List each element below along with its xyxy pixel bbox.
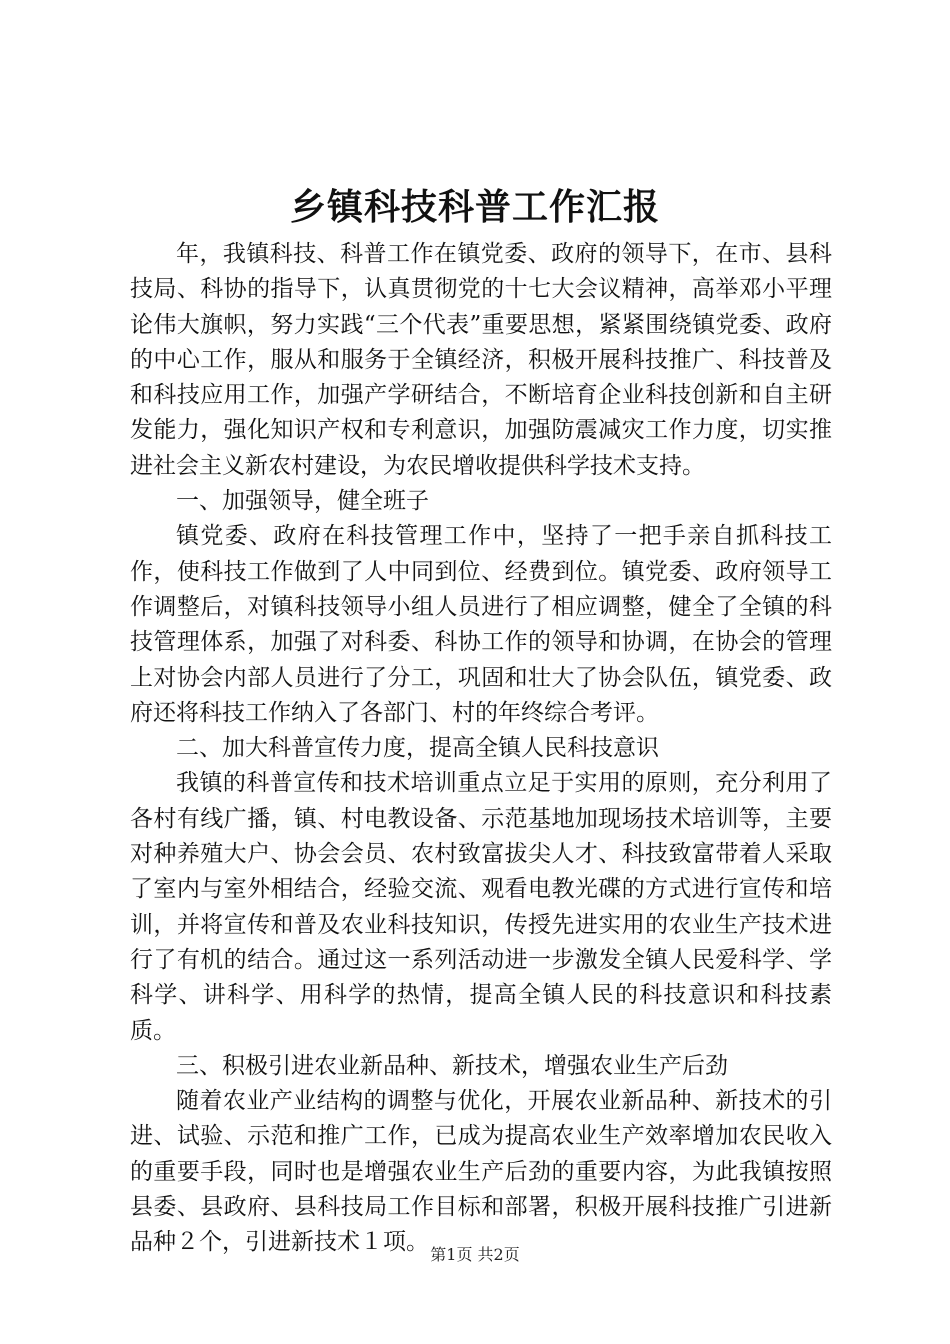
section-paragraph-1: 镇党委、政府在科技管理工作中，坚持了一把手亲自抓科技工作，使科技工作做到了人中同到位、经费到位。镇党委、政府领导工作调整后，对镇科技领导小组人员进行了相应调整，健全了全镇的科技管理体系，加强了对科委、科协工作的领导和协调，在协会的管理上对协会内部人员进行了分工，巩固和壮大了协会队伍，镇党委、政府还将科技工作纳入了各部门、村的年终综合考评。	[130, 523, 832, 726]
section-paragraph-3: 随着农业产业结构的调整与优化，开展农业新品种、新技术的引进、试验、示范和推广工作，已成为提高农业生产效率增加农民收入的重要手段，同时也是增强农业生产后劲的重要内容，为此我镇按照县委、县政府、县科技局工作目标和部署，积极开展科技推广引进新品种２个，引进新技术１项。	[130, 1088, 832, 1256]
document-title: 乡镇科技科普工作汇报	[289, 186, 660, 228]
section-heading-1: 一、加强领导，健全班子	[176, 488, 429, 515]
section-heading-3: 三、积极引进农业新品种、新技术，增强农业生产后劲	[176, 1052, 728, 1079]
intro-paragraph: 年，我镇科技、科普工作在镇党委、政府的领导下，在市、县科技局、科协的指导下，认真贯彻党的十七大会议精神，高举邓小平理论伟大旗帜，努力实践“三个代表”重要思想，紧紧围绕镇党委、政府的中心工作，服从和服务于全镇经济，积极开展科技推广、科技普及和科技应用工作，加强产学研结合，不断培育企业科技创新和自主研发能力，强化知识产权和专利意识，加强防震减灾工作力度，切实推进社会主义新农村建设，为农民增收提供科学技术支持。	[130, 241, 832, 479]
section-heading-2: 二、加大科普宣传力度，提高全镇人民科技意识	[176, 735, 659, 762]
section-paragraph-2: 我镇的科普宣传和技术培训重点立足于实用的原则，充分利用了各村有线广播，镇、村电教设备、示范基地加现场技术培训等，主要对种养殖大户、协会会员、农村致富拔尖人才、科技致富带着人采取了室内与室外相结合，经验交流、观看电教光碟的方式进行宣传和培训，并将宣传和普及农业科技知识，传授先进实用的农业生产技术进行了有机的结合。通过这一系列活动进一步激发全镇人民爱科学、学科学、讲科学、用科学的热情，提高全镇人民的科技意识和科技素质。	[130, 770, 832, 1044]
document-body	[130, 237, 832, 1261]
page-footer: 第1页 共2页	[430, 1245, 520, 1264]
